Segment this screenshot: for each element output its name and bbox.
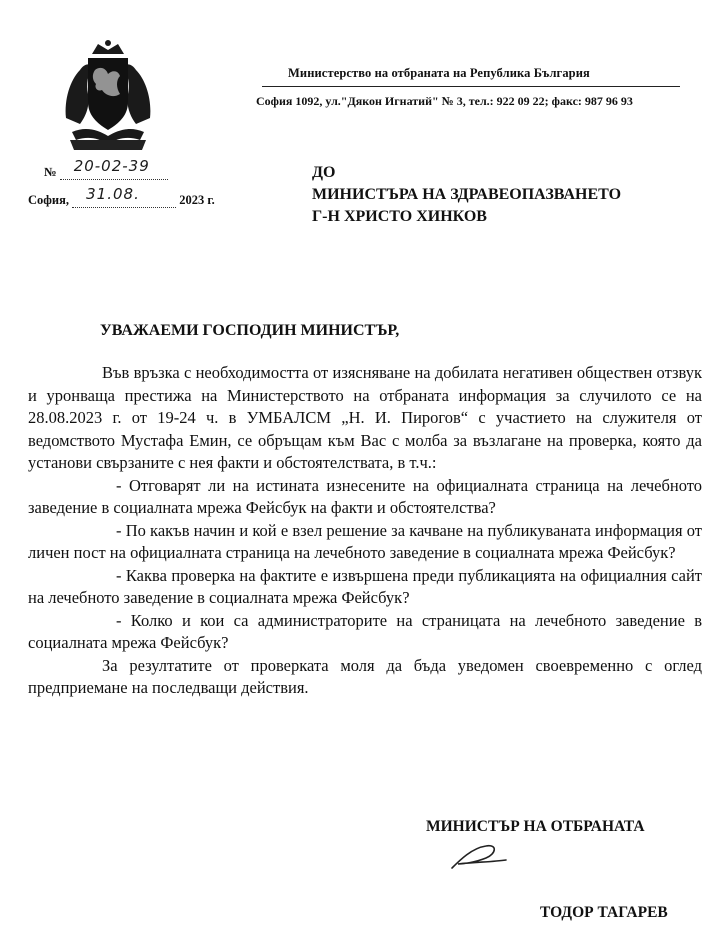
registry-number-value: 20-02-39: [73, 157, 150, 175]
registry-number-line: [44, 157, 168, 180]
body-question-4: - Колко и кои са администраторите на страницата на лечебното заведение в социалната мрежа Фейсбук?: [28, 610, 702, 652]
ministry-address: София 1092, ул."Дякон Игнатий" № 3, тел.: 922 09 22; факс: 987 96 93: [256, 94, 633, 108]
header-divider: [262, 86, 680, 87]
registry-date-value: 31.08.: [86, 185, 140, 203]
body-paragraph-closing: За резултатите от проверката моля да бъда уведомен своевременно с оглед предприемане на последващи действия.: [28, 655, 702, 697]
registry-number-field: [60, 157, 168, 180]
registry-date-line: [28, 185, 215, 208]
body-question-3: - Каква проверка на фактите е извършена преди публикацията на официалния сайт на лечебното заведение в социалната мрежа Фейсбук?: [28, 565, 702, 607]
body-paragraph-intro: Във връзка с необходимостта от изясняване на добилата негативен обществен отзвук и уронваща престижа на Министерството на отбраната информация за случилото се на 28.08.2023 г. от 19-24 ч. в УМБАЛСМ „Н. И. Пирогов“ с участието на служителя от ведомството Мустафа Емин, се обръщам към Вас с молба за възлагане на проверка, която да установи свързаните с нея факти и обстоятелствата, в т.ч.:: [28, 363, 702, 472]
addressee-name: Г-Н ХРИСТО ХИНКОВ: [312, 208, 487, 225]
signatory-name: ТОДОР ТАГАРЕВ: [540, 904, 668, 921]
signatory-title: МИНИСТЪР НА ОТБРАНАТА: [426, 818, 645, 835]
handwritten-signature: [446, 838, 526, 878]
letter-body: [28, 362, 702, 700]
registry-year: 2023 г.: [179, 193, 215, 207]
coat-of-arms-icon: [62, 40, 154, 152]
body-question-2: - По какъв начин и кой е взел решение за качване на публикуваната информация от личен пост на официалната страница на лечебното заведение в социалната мрежа Фейсбук?: [28, 520, 702, 562]
addressee-title: МИНИСТЪРА НА ЗДРАВЕОПАЗВАНЕТО: [312, 186, 622, 203]
addressee-to: ДО: [312, 164, 336, 181]
salutation: УВАЖАЕМИ ГОСПОДИН МИНИСТЪР,: [100, 322, 400, 339]
registry-date-field: [72, 185, 176, 208]
body-question-1: - Отговарят ли на истината изнесените на официалната страница на лечебното заведение в социалната мрежа Фейсбук на факти и обстоятелства?: [28, 475, 702, 517]
registry-number-label: №: [44, 165, 57, 179]
ministry-name: Министерство на отбраната на Република България: [288, 66, 590, 80]
addressee-block: [312, 162, 621, 228]
registry-city-label: София,: [28, 193, 70, 207]
